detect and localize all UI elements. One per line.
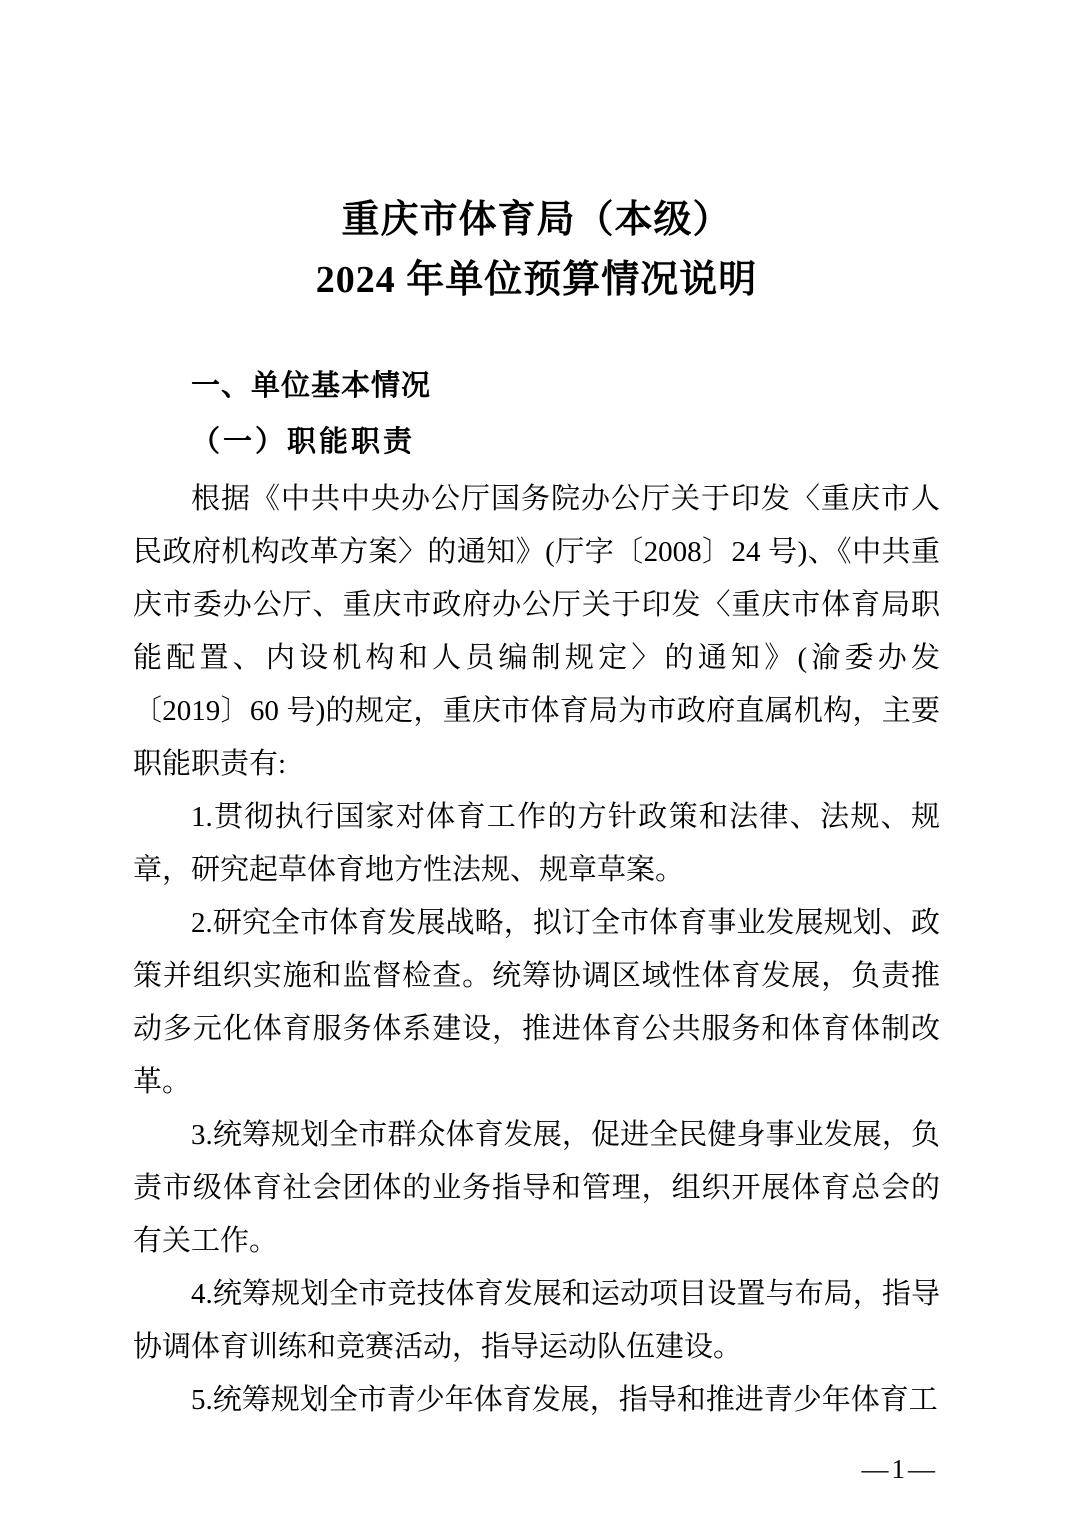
subsection-heading: （一）职能职责 [191, 426, 416, 458]
document-title [133, 190, 940, 310]
paragraph: 4.统筹规划全市竞技体育发展和运动项目设置与布局，指导协调体育训练和竞赛活动，指导运动队伍建设。 [133, 1278, 940, 1363]
paragraph: 3.统筹规划全市群众体育发展，促进全民健身事业发展，负责市级体育社会团体的业务指导和管理，组织开展体育总会的有关工作。 [133, 1119, 940, 1257]
title-line-1: 重庆市体育局（本级） [341, 199, 732, 241]
title-line-2: 2024 年单位预算情况说明 [315, 259, 758, 301]
paragraph: 1.贯彻执行国家对体育工作的方针政策和法律、法规、规章，研究起草体育地方性法规、规章草案。 [133, 801, 940, 886]
section-heading: 一、单位基本情况 [191, 370, 432, 402]
page-footer [133, 1449, 940, 1489]
paragraph: 5.统筹规划全市青少年体育发展，指导和推进青少年体育工 [191, 1384, 938, 1416]
paragraph: 2.研究全市体育发展战略，拟订全市体育事业发展规划、政策并组织实施和监督检查。统筹协调区域性体育发展，负责推动多元化体育服务体系建设，推进体育公共服务和体育体制改革。 [133, 907, 940, 1098]
document-body [133, 473, 940, 1427]
paragraph: 根据《中共中央办公厅国务院办公厅关于印发〈重庆市人民政府机构改革方案〉的通知》(厅字〔2008〕24 号)、《中共重庆市委办公厅、重庆市政府办公厅关于印发〈重庆市体育局职能配置、内设机构和人员编制规定〉的通知》(渝委办发〔2019〕60 号)的规定，重庆市体育局为市政府直属机构，主要职能职责有: [133, 483, 940, 780]
page-number: —1— [861, 1454, 938, 1484]
